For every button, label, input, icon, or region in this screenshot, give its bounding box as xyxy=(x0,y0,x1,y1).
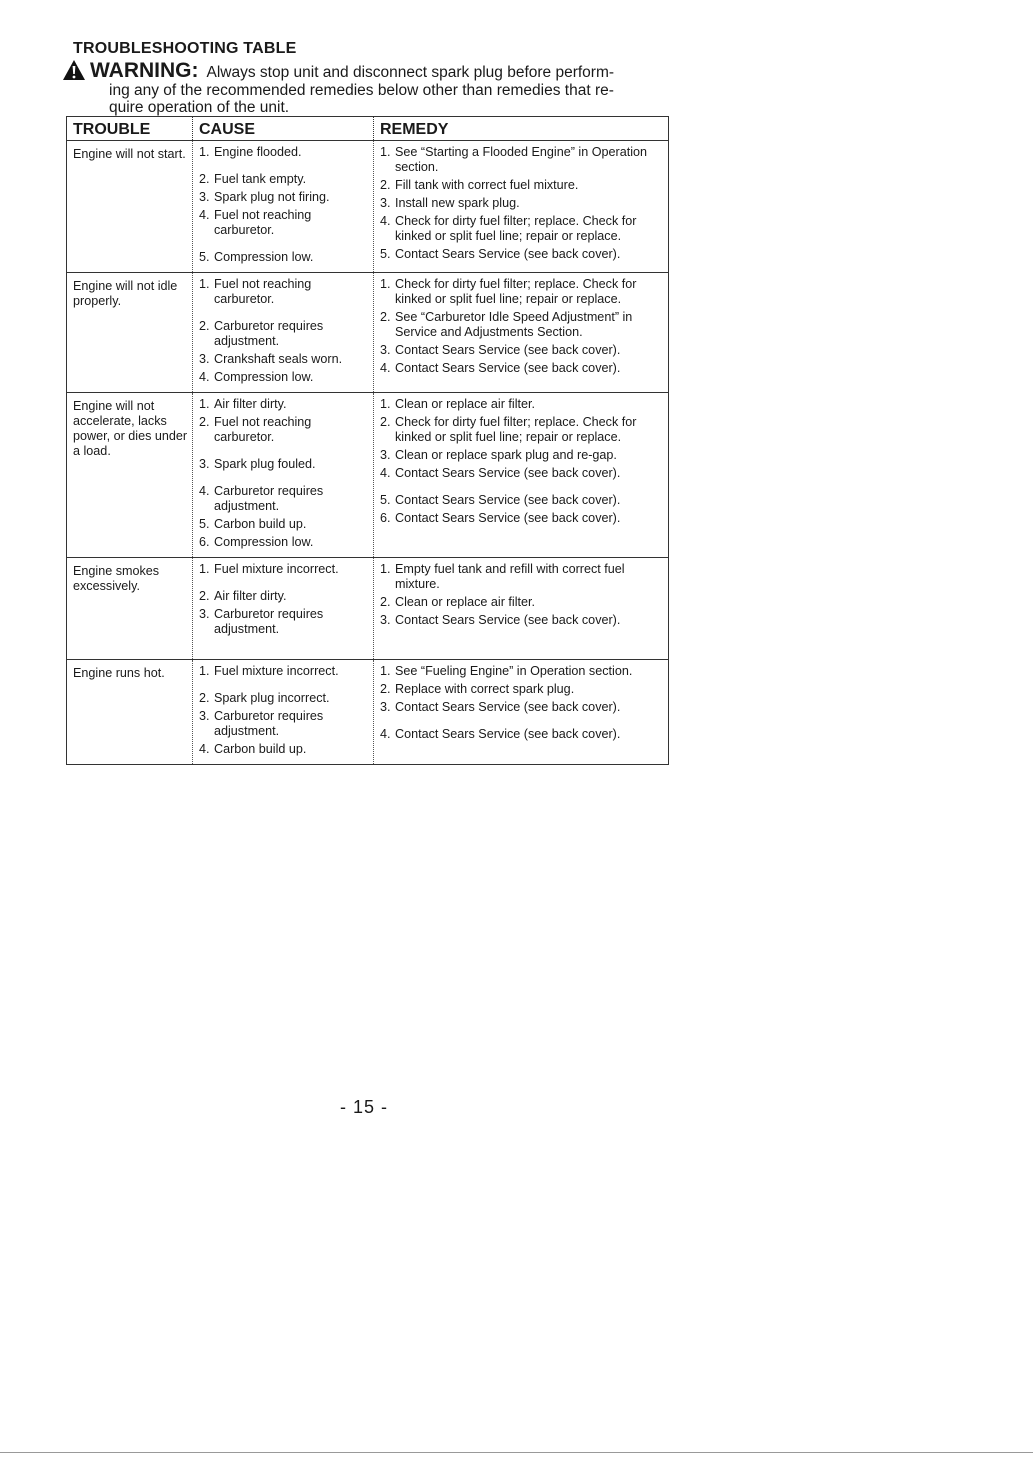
cause-number: 3. xyxy=(199,457,210,471)
cause-number: 4. xyxy=(199,370,210,384)
header-trouble: TROUBLE xyxy=(67,117,193,141)
cause-number: 4. xyxy=(199,208,210,222)
cause-text: Carburetor requires adjustment. xyxy=(214,319,324,348)
table-row xyxy=(67,273,669,393)
cause-text: Fuel tank empty. xyxy=(214,172,307,186)
cause-number: 5. xyxy=(199,250,210,264)
remedy-cell xyxy=(374,393,669,558)
remedy-item xyxy=(380,448,664,463)
remedy-text: Check for dirty fuel filter; replace. Check for kinked or split fuel line; repair or replace. xyxy=(395,214,637,243)
remedy-item xyxy=(380,415,664,445)
cause-item xyxy=(199,277,369,307)
cause-item xyxy=(199,607,369,637)
remedy-text: Check for dirty fuel filter; replace. Check for kinked or split fuel line; repair or replace. xyxy=(395,415,637,444)
remedy-item xyxy=(380,493,664,508)
cause-text: Fuel not reaching carburetor. xyxy=(214,277,312,306)
cause-item xyxy=(199,172,369,187)
trouble-cell xyxy=(67,660,193,765)
remedy-item xyxy=(380,613,664,628)
warning-text-line-2: ing any of the recommended remedies below other than remedies that re- xyxy=(109,82,614,99)
cause-number: 2. xyxy=(199,691,210,705)
cause-number: 1. xyxy=(199,664,210,678)
table-row xyxy=(67,660,669,765)
cause-item xyxy=(199,250,369,265)
trouble-cell xyxy=(67,141,193,273)
warning-text-line-3: quire operation of the unit. xyxy=(109,99,290,116)
cause-number: 2. xyxy=(199,172,210,186)
cause-number: 4. xyxy=(199,742,210,756)
cause-number: 1. xyxy=(199,397,210,411)
cause-number: 3. xyxy=(199,190,210,204)
remedy-item xyxy=(380,277,664,307)
cause-text: Compression low. xyxy=(214,535,314,549)
remedy-number: 5. xyxy=(380,247,391,261)
remedy-number: 1. xyxy=(380,277,391,291)
remedy-cell xyxy=(374,660,669,765)
remedy-item xyxy=(380,361,664,376)
remedy-item xyxy=(380,310,664,340)
table-row xyxy=(67,141,669,273)
remedy-text: See “Carburetor Idle Speed Adjustment” in Service and Adjustments Section. xyxy=(395,310,633,339)
cause-item xyxy=(199,190,369,205)
cause-number: 2. xyxy=(199,415,210,429)
remedy-text: Check for dirty fuel filter; replace. Check for kinked or split fuel line; repair or replace. xyxy=(395,277,637,306)
remedy-text: Fill tank with correct fuel mixture. xyxy=(395,178,579,192)
cause-item xyxy=(199,352,369,367)
cause-text: Spark plug not firing. xyxy=(214,190,330,204)
cause-text: Carbon build up. xyxy=(214,517,307,531)
cause-item xyxy=(199,457,369,472)
warning-block xyxy=(62,59,652,116)
remedy-number: 4. xyxy=(380,466,391,480)
cause-text: Spark plug incorrect. xyxy=(214,691,330,705)
remedy-text: See “Fueling Engine” in Operation section. xyxy=(395,664,633,678)
cause-item xyxy=(199,535,369,550)
remedy-number: 2. xyxy=(380,682,391,696)
cause-number: 3. xyxy=(199,709,210,723)
cause-cell xyxy=(193,660,374,765)
cause-number: 1. xyxy=(199,562,210,576)
cause-item xyxy=(199,562,369,577)
cause-text: Fuel mixture incorrect. xyxy=(214,562,339,576)
remedy-text: Replace with correct spark plug. xyxy=(395,682,575,696)
cause-item xyxy=(199,664,369,679)
trouble-text: Engine runs hot. xyxy=(73,666,165,680)
remedy-text: Empty fuel tank and refill with correct fuel mixture. xyxy=(395,562,625,591)
remedy-item xyxy=(380,397,664,412)
cause-text: Fuel not reaching carburetor. xyxy=(214,208,312,237)
cause-number: 1. xyxy=(199,277,210,291)
cause-cell xyxy=(193,141,374,273)
remedy-number: 3. xyxy=(380,448,391,462)
remedy-item xyxy=(380,466,664,481)
remedy-cell xyxy=(374,558,669,660)
remedy-item xyxy=(380,247,664,262)
remedy-cell xyxy=(374,273,669,393)
trouble-cell xyxy=(67,393,193,558)
remedy-number: 5. xyxy=(380,493,391,507)
remedy-number: 1. xyxy=(380,397,391,411)
remedy-item xyxy=(380,700,664,715)
remedy-item xyxy=(380,511,664,526)
remedy-text: Install new spark plug. xyxy=(395,196,520,210)
remedy-number: 4. xyxy=(380,361,391,375)
cause-text: Fuel mixture incorrect. xyxy=(214,664,339,678)
cause-item xyxy=(199,415,369,445)
remedy-number: 1. xyxy=(380,145,391,159)
table-row xyxy=(67,558,669,660)
trouble-text: Engine will not accelerate, lacks power, or dies under a load. xyxy=(73,399,188,458)
cause-cell xyxy=(193,273,374,393)
remedy-text: Contact Sears Service (see back cover). xyxy=(395,511,621,525)
remedy-number: 3. xyxy=(380,196,391,210)
trouble-cell xyxy=(67,273,193,393)
remedy-text: Clean or replace air filter. xyxy=(395,397,535,411)
warning-text-line-1: Always stop unit and disconnect spark plug before perform- xyxy=(206,64,615,81)
remedy-number: 1. xyxy=(380,664,391,678)
bottom-divider xyxy=(0,1452,1033,1453)
warning-label: WARNING: xyxy=(90,59,199,82)
cause-text: Air filter dirty. xyxy=(214,589,287,603)
remedy-item xyxy=(380,145,664,175)
remedy-text: Contact Sears Service (see back cover). xyxy=(395,466,621,480)
remedy-text: Contact Sears Service (see back cover). xyxy=(395,493,621,507)
cause-item xyxy=(199,589,369,604)
remedy-number: 2. xyxy=(380,310,391,324)
remedy-text: Clean or replace air filter. xyxy=(395,595,535,609)
cause-text: Fuel not reaching carburetor. xyxy=(214,415,312,444)
cause-number: 1. xyxy=(199,145,210,159)
cause-number: 5. xyxy=(199,517,210,531)
cause-item xyxy=(199,484,369,514)
remedy-item xyxy=(380,727,664,742)
trouble-text: Engine will not idle properly. xyxy=(73,279,178,308)
trouble-cell xyxy=(67,558,193,660)
cause-item xyxy=(199,517,369,532)
trouble-text: Engine will not start. xyxy=(73,147,186,161)
remedy-text: Clean or replace spark plug and re-gap. xyxy=(395,448,617,462)
troubleshooting-table xyxy=(66,116,669,765)
header-remedy: REMEDY xyxy=(374,117,669,141)
cause-text: Crankshaft seals worn. xyxy=(214,352,343,366)
remedy-item xyxy=(380,664,664,679)
remedy-number: 6. xyxy=(380,511,391,525)
cause-number: 3. xyxy=(199,607,210,621)
cause-item xyxy=(199,709,369,739)
remedy-number: 1. xyxy=(380,562,391,576)
remedy-item xyxy=(380,562,664,592)
remedy-text: Contact Sears Service (see back cover). xyxy=(395,343,621,357)
cause-text: Carburetor requires adjustment. xyxy=(214,607,324,636)
cause-text: Carburetor requires adjustment. xyxy=(214,484,324,513)
cause-number: 4. xyxy=(199,484,210,498)
cause-item xyxy=(199,319,369,349)
remedy-number: 3. xyxy=(380,343,391,357)
remedy-text: See “Starting a Flooded Engine” in Operation section. xyxy=(395,145,648,174)
cause-cell xyxy=(193,558,374,660)
remedy-number: 3. xyxy=(380,613,391,627)
remedy-item xyxy=(380,343,664,358)
remedy-item xyxy=(380,682,664,697)
cause-text: Carburetor requires adjustment. xyxy=(214,709,324,738)
cause-text: Air filter dirty. xyxy=(214,397,287,411)
remedy-number: 4. xyxy=(380,727,391,741)
remedy-text: Contact Sears Service (see back cover). xyxy=(395,700,621,714)
remedy-number: 4. xyxy=(380,214,391,228)
cause-item xyxy=(199,691,369,706)
header-cause: CAUSE xyxy=(193,117,374,141)
cause-text: Spark plug fouled. xyxy=(214,457,316,471)
remedy-number: 2. xyxy=(380,178,391,192)
remedy-number: 2. xyxy=(380,595,391,609)
remedy-text: Contact Sears Service (see back cover). xyxy=(395,613,621,627)
cause-text: Compression low. xyxy=(214,370,314,384)
remedy-item xyxy=(380,214,664,244)
cause-number: 3. xyxy=(199,352,210,366)
cause-text: Compression low. xyxy=(214,250,314,264)
remedy-number: 3. xyxy=(380,700,391,714)
trouble-text: Engine smokes excessively. xyxy=(73,564,160,593)
cause-item xyxy=(199,208,369,238)
cause-item xyxy=(199,145,369,160)
cause-text: Carbon build up. xyxy=(214,742,307,756)
cause-number: 2. xyxy=(199,319,210,333)
cause-text: Engine flooded. xyxy=(214,145,302,159)
remedy-text: Contact Sears Service (see back cover). xyxy=(395,727,621,741)
cause-number: 6. xyxy=(199,535,210,549)
page-number: - 15 - xyxy=(340,1097,389,1117)
remedy-item xyxy=(380,178,664,193)
remedy-item xyxy=(380,595,664,610)
page-title: TROUBLESHOOTING TABLE xyxy=(73,40,297,57)
remedy-item xyxy=(380,196,664,211)
table-row xyxy=(67,393,669,558)
warning-triangle-icon xyxy=(62,59,86,81)
table-header-row xyxy=(67,117,669,141)
cause-cell xyxy=(193,393,374,558)
cause-item xyxy=(199,742,369,757)
remedy-text: Contact Sears Service (see back cover). xyxy=(395,247,621,261)
cause-item xyxy=(199,370,369,385)
cause-number: 2. xyxy=(199,589,210,603)
remedy-text: Contact Sears Service (see back cover). xyxy=(395,361,621,375)
remedy-number: 2. xyxy=(380,415,391,429)
remedy-cell xyxy=(374,141,669,273)
cause-item xyxy=(199,397,369,412)
